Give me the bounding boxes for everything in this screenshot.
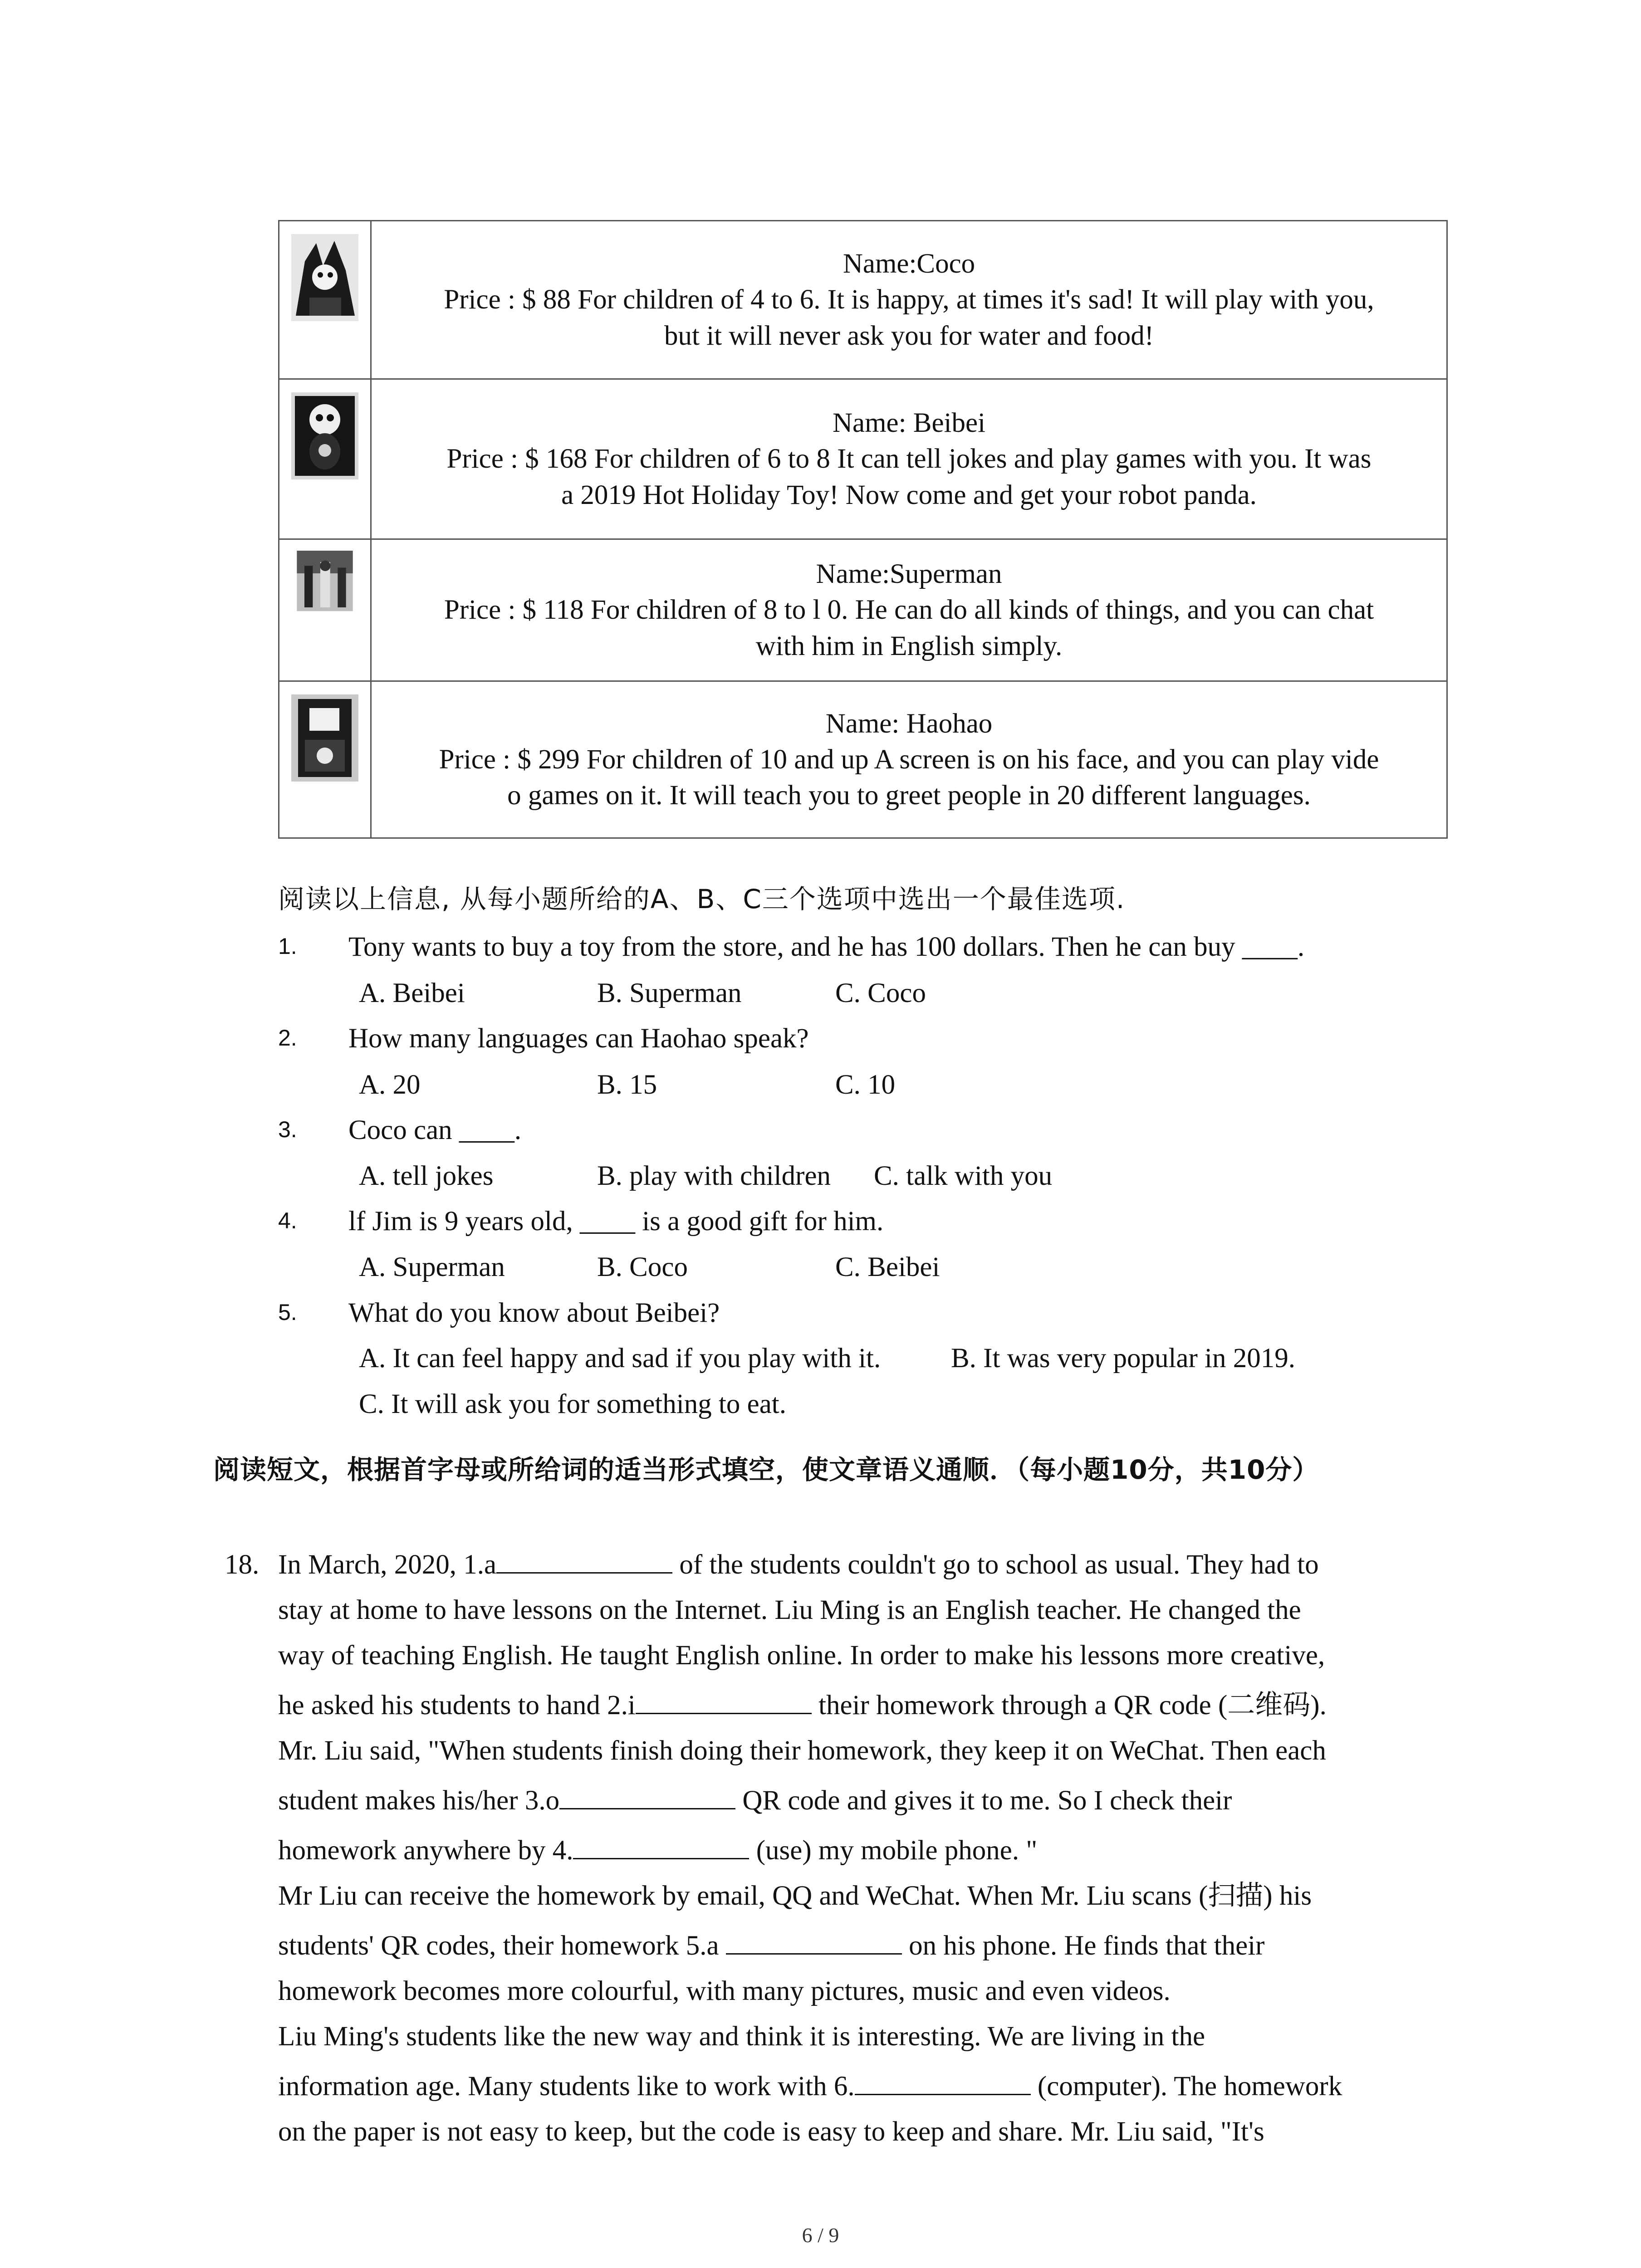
beibei-toy-photo xyxy=(291,392,358,479)
passage-line: homework anywhere by 4. (use) my mobile phone. " xyxy=(278,1835,1038,1866)
toy-row-haohao xyxy=(279,681,1447,838)
option-b[interactable]: B. play with children xyxy=(597,1161,831,1191)
coco-toy-photo xyxy=(291,234,358,321)
toy-name: Name: Beibei xyxy=(832,408,986,439)
superman-toy-photo xyxy=(291,551,358,623)
toy-description: Price : $ 299 For children of 10 and up A screen is on his face, and you can play vide xyxy=(439,744,1379,775)
option-a[interactable]: A. Beibei xyxy=(359,978,465,1008)
option-b[interactable]: B. It was very popular in 2019. xyxy=(951,1343,1295,1374)
passage-line: information age. Many students like to work with 6. (computer). The homework xyxy=(278,2071,1342,2102)
option-c[interactable]: C. It will ask you for something to eat. xyxy=(359,1389,786,1419)
question-stem: Coco can ____. xyxy=(348,1115,522,1145)
question-stem: Tony wants to buy a toy from the store, and he has 100 dollars. Then he can buy ____. xyxy=(348,932,1305,962)
toy-row-coco xyxy=(279,221,1447,379)
passage-line: stay at home to have lessons on the Internet. Liu Ming is an English teacher. He changed the xyxy=(278,1595,1301,1625)
passage-line: homework becomes more colourful, with many pictures, music and even videos. xyxy=(278,1976,1171,2006)
option-a[interactable]: A. It can feel happy and sad if you play with it. xyxy=(359,1343,881,1374)
toy-name: Name:Coco xyxy=(843,249,975,279)
toy-description: with him in English simply. xyxy=(755,631,1063,661)
question-stem: What do you know about Beibei? xyxy=(348,1298,720,1328)
toy-name: Name: Haohao xyxy=(825,708,993,739)
answer-blank-6[interactable] xyxy=(855,2071,1031,2095)
toy-description: Price : $ 88 For children of 4 to 6. It is happy, at times it's sad! It will play with you, xyxy=(444,284,1374,315)
option-b[interactable]: B. 15 xyxy=(597,1070,657,1100)
option-c[interactable]: C. Beibei xyxy=(835,1252,940,1282)
toy-description: Price : $ 118 For children of 8 to l 0. He can do all kinds of things, and you can chat xyxy=(444,595,1374,626)
toy-name: Name:Superman xyxy=(816,559,1002,590)
question-number: 4. xyxy=(278,1208,297,1233)
question-stem: lf Jim is 9 years old, ____ is a good gift for him. xyxy=(348,1206,884,1237)
question-number: 2. xyxy=(278,1025,297,1051)
question-number: 5. xyxy=(278,1300,297,1325)
page-number: 6 / 9 xyxy=(802,2224,839,2247)
passage-number: 18. xyxy=(225,1549,260,1580)
option-b[interactable]: B. Coco xyxy=(597,1252,688,1282)
toy-description: but it will never ask you for water and food! xyxy=(664,320,1154,351)
reading-instruction: 阅读以上信息, 从每小题所给的A、B、C三个选项中选出一个最佳选项. xyxy=(278,884,1126,914)
option-c[interactable]: C. Coco xyxy=(835,978,926,1008)
haohao-toy-photo xyxy=(291,694,358,782)
option-c[interactable]: C. talk with you xyxy=(874,1161,1053,1191)
question-number: 1. xyxy=(278,934,297,959)
toy-row-superman xyxy=(279,539,1447,681)
passage-line: Liu Ming's students like the new way and think it is interesting. We are living in the xyxy=(278,2021,1205,2052)
question-stem: How many languages can Haohao speak? xyxy=(348,1023,809,1054)
passage-line: way of teaching English. He taught English online. In order to make his lessons more creative, xyxy=(278,1640,1325,1671)
toy-description: o games on it. It will teach you to greet people in 20 different languages. xyxy=(507,780,1311,811)
answer-blank-5[interactable] xyxy=(726,1931,902,1955)
answer-blank-2[interactable] xyxy=(636,1690,812,1714)
option-b[interactable]: B. Superman xyxy=(597,978,742,1008)
passage-line: student makes his/her 3.o QR code and gives it to me. So I check their xyxy=(278,1785,1232,1816)
passage-line: students' QR codes, their homework 5.a on his phone. He finds that their xyxy=(278,1931,1265,1961)
option-c[interactable]: C. 10 xyxy=(835,1070,896,1100)
passage-line: Mr. Liu said, "When students finish doing their homework, they keep it on WeChat. Then each xyxy=(278,1735,1326,1766)
answer-blank-1[interactable] xyxy=(496,1549,672,1574)
toy-description: a 2019 Hot Holiday Toy! Now come and get your robot panda. xyxy=(561,479,1257,510)
option-a[interactable]: A. Superman xyxy=(359,1252,505,1282)
answer-blank-3[interactable] xyxy=(559,1785,735,1809)
toy-description: Price : $ 168 For children of 6 to 8 It can tell jokes and play games with you. It was xyxy=(446,444,1372,474)
question-number: 3. xyxy=(278,1117,297,1142)
option-a[interactable]: A. tell jokes xyxy=(359,1161,494,1191)
passage-line: Mr Liu can receive the homework by email, QQ and WeChat. When Mr. Liu scans (扫描) his xyxy=(278,1881,1312,1911)
toy-row-beibei xyxy=(279,379,1447,539)
passage-line: on the paper is not easy to keep, but the code is easy to keep and share. Mr. Liu said, "It's xyxy=(278,2116,1264,2147)
passage-line: In March, 2020, 1.a of the students couldn't go to school as usual. They had to xyxy=(278,1549,1319,1580)
toy-info-table xyxy=(278,220,1448,839)
passage-line: he asked his students to hand 2.i their homework through a QR code (二维码). xyxy=(278,1690,1327,1721)
answer-blank-4[interactable] xyxy=(573,1835,749,1859)
option-a[interactable]: A. 20 xyxy=(359,1070,421,1100)
section-title: 阅读短文，根据首字母或所给词的适当形式填空，使文章语义通顺．（每小题10分，共10分） xyxy=(213,1454,1319,1485)
